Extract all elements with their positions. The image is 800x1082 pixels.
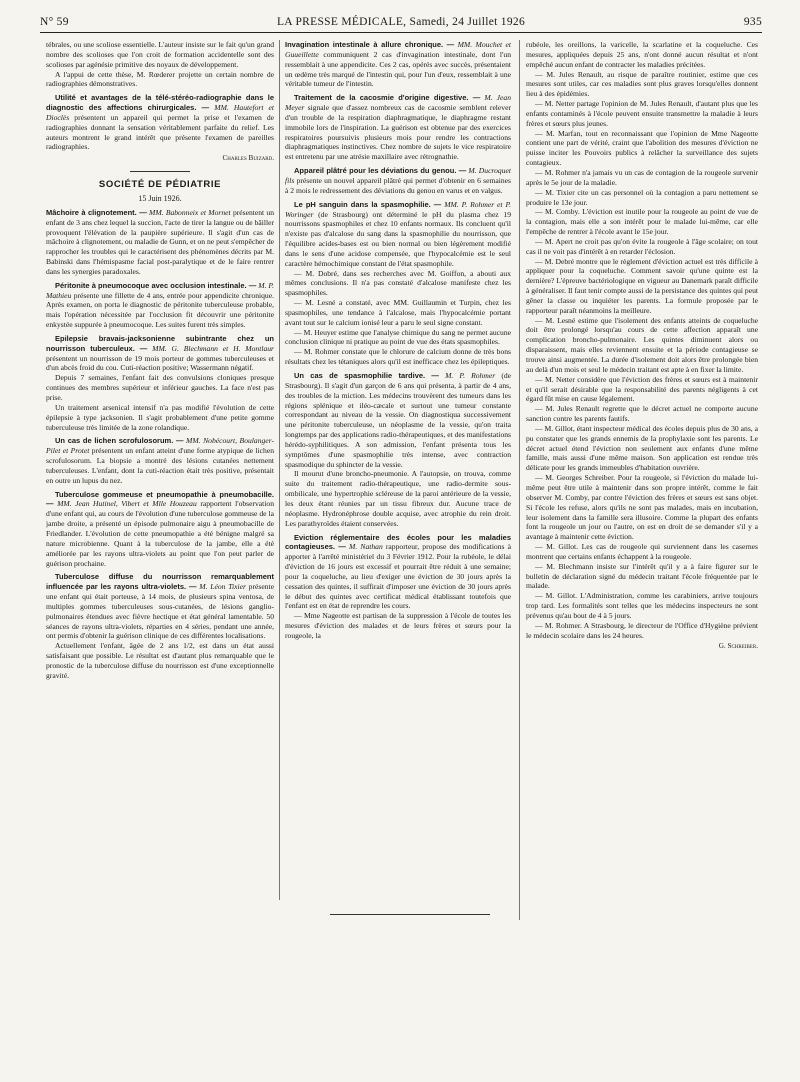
paragraph: — M. Netter considère que l'éviction des frères et sœurs est à maintenir et qu'il serait désirable que la responsabilité des parents négligents à cet égard fût mise en cause légalement. (526, 374, 758, 404)
paragraph: — M. Jules Renault, au risque de paraître routinier, estime que ces mesures sont utiles, car ces maladies sont plus graves lorsqu'elles donnent lieu à des épidémies. (526, 69, 758, 99)
article-title: Mâchoire à clignotement. — (46, 207, 147, 217)
article (285, 371, 511, 469)
article-authors: MM. Babonneix et Mornet (149, 207, 231, 217)
paragraph: rubéole, les oreillons, la varicelle, la scarlatine et la coqueluche. Ces mesures, appliquées depuis 25 ans, n'ont donné aucun résultat et n'ont empêché aucun enfant de contracter les maladies précitées. (526, 40, 758, 69)
article-text: présente un nouvel appareil plâtré qui permet d'obtenir en 6 semaines à 2 mois le redressement des déviations du genou en varus et en valgus. (285, 175, 511, 195)
article-title: Eviction réglementaire des écoles pour les maladies contagieuses. — (285, 532, 511, 552)
article-title: Tuberculose gommeuse et pneumopathie à pneumobacille. — (46, 489, 274, 509)
paragraph: — M. Blechmann insiste sur l'intérêt qu'il y a à faire figurer sur le bulletin de déclaration signé du médecin traitant l'école fréquentée par le malade. (526, 561, 758, 591)
article (285, 93, 511, 162)
paragraph: Actuellement l'enfant, âgée de 2 ans 1/2, est dans un état aussi satisfaisant que possible. Le résultat est d'autant plus remarquable que le pronostic de la tuberculose diffuse du nourrisson est d'une exceptionnelle gravité. (46, 641, 274, 680)
article-text: présentent un enfant atteint d'une forme atypique de lichen scrofulosorum. La biopsie a montré des lésions cutanées nettement tuberculeuses. L'enfant, dont la cuti-réaction était très positive, présentait en outre un lupus du nez. (46, 446, 274, 485)
article-title: Péritonite à pneumocoque avec occlusion intestinale. — (55, 280, 257, 290)
article-text: (de Strasbourg). Il s'agit d'un garçon de 6 ans qui présenta, à partir de 4 ans, des troubles de la miction. Les médecins trouvèrent des tumeurs dans les régions splénique et iléo-cæcale et surtout une tumeur constante correspondant au niveau de la vessie. On diagnostiqua successivement une péritonite tuberculeuse, un néoplasme de la vessie, qu'on traita longtemps par des applications radio-thérapeutiques, et des manifestations hérédo-syphilitiques. A son admission, l'enfant présenta tous les symptômes d'une spasmophilie très intense, avec contraction spasmodique du sphincter de la vessie. (285, 371, 511, 469)
paragraph: — M. Heuyer estime que l'analyse chimique du sang ne permet aucune conclusion clinique ni pratique au point de vue des états spasmophiles. (285, 327, 511, 347)
article-text: présentent un nourrisson de 19 mois porteur de gommes tuberculeuses et d'un abcès froid du cou. Cuti-réaction positive; Wassermann négatif. (46, 353, 274, 373)
paragraph: — M. Gillot, étant inspecteur médical des écoles depuis plus de 30 ans, a pu constater que les grands ennemis de la prophylaxie sont les parents. Le décret actuel étend l'éviction non seulement aux enfants d'une même famille, mais aussi d'une même maison. Son application est rendue très délicate pour les grands immeubles d'habitation ouvrière. (526, 423, 758, 473)
issue-number: N° 59 (40, 16, 69, 28)
article (285, 533, 511, 612)
paragraph: — M. Georges Schreiber. Pour la rougeole, si l'éviction du malade lui-même peut être utile à maintenir dans son propre intérêt, comme le fait observer M. Comby, par contre l'éviction des frères et sœurs est sans objet. Si l'école les refuse, alors qu'ils ne sont pas malades, mais en incubation, leur isolement dans la famille sera illusoire. Comme la plupart des enfants font la rougeole un jour ou l'autre, on est en droit de se demander s'il y a avantage à maintenir cette éviction. (526, 473, 758, 542)
article-authors: MM. Nobécourt, Boulanger-Pilet et Protet (46, 436, 274, 456)
article-authors: M. P. Mathieu (46, 280, 274, 300)
bleed-through-text (526, 925, 758, 1075)
column-1 (46, 40, 274, 900)
article-authors: M. Léon Tixier (199, 582, 246, 592)
signature: G. Schreiber. (718, 642, 758, 651)
article-title: Un cas de lichen scrofulosorum. — (55, 436, 184, 446)
article-authors: MM. P. Rohmer et P. Woringer (285, 199, 511, 219)
page-end-rule (330, 914, 490, 915)
paragraph: Un traitement arsenical intensif n'a pas modifié l'évolution de cette épilepsie à type jacksonien. Il s'agit probablement d'une petite gomme tuberculeuse très limitée de la zone rolandique. (46, 402, 274, 432)
article (46, 93, 274, 152)
journal-title-date: LA PRESSE MÉDICALE, Samedi, 24 Juillet 1926 (276, 16, 525, 28)
column-divider (279, 40, 280, 900)
paragraph: — M. Lesné a constaté, avec MM. Guillaumin et Turpin, chez les spasmophiles, une tendance à l'alcalose, mais l'hypocalcémie portant avant tout sur le calcium ionisé leur a paru le seul signe constant. (285, 298, 511, 327)
article-text: présente une fillette de 4 ans, entrée pour appendicite chronique. Après examen, on porta le diagnostic de péritonite tuberculeuse probable, mais l'opération nécessitée par l'occlusion fit découvrir une péritonite enkystée suppurée à pneumocoque. Les suites furent très simples. (46, 290, 274, 330)
paragraph: tébrales, ou une scoliose essentielle. L'auteur insiste sur le fait qu'un grand nombre des scolioses que l'on croit de formation accidentelle sont des scolioses par agénésie primitive des noyaux de développement. (46, 40, 274, 69)
article-title: Traitement de la cacosmie d'origine digestive. — (294, 93, 481, 103)
article (46, 281, 274, 330)
column-2 (285, 40, 511, 905)
paragraph: Il mourut d'une broncho-pneumonie. A l'autopsie, on trouva, comme suite du traitement radio-thérapeutique, une radio-dermite sous-ombilicale, une hypertrophie scléreuse de la paroi antérieure de la vessie, les deux étant réunies par un tissu fibreux dur. Aucune trace de néoplasme. Hydronéphrose double acquise, avec atrophie du rein droit. Les parathyroïdes étaient conservées. (285, 469, 511, 528)
article-text: signale que d'assez nombreux cas de cacosmie semblent relever d'un trouble de la respiration diaphragmatique, le diaphragme restant immobile lors de l'inspiration. La guérison est obtenue par des exercices respiratoires poursuivis plusieurs mois pour rendre les contractions diaphragmatiques instinctives. Chez nombre de sujets le vice respiratoire est entretenu par une atrésie maxillaire avec rétrognathie. (285, 103, 511, 162)
article-title: Appareil plâtré pour les déviations du genou. — (294, 166, 467, 176)
article (46, 490, 274, 569)
paragraph: — M. Gillot. L'Administration, comme les carabiniers, arrive toujours trop tard. Les formalités sont telles que les médecins inspecteurs ne sont prévenus qu'au bout de 4 à 5 jours. (526, 591, 758, 620)
article-authors: M. P. Rohmer (445, 371, 496, 380)
section-rule (130, 171, 190, 172)
article-title: Utilité et avantages de la télé-stéréo-radiographie dans le diagnostic des affections chirurgicales. — (46, 93, 274, 113)
bleed-through-text (285, 925, 511, 1075)
paragraph: Depuis 7 semaines, l'enfant fait des convulsions cloniques presque continues des membres supérieur et inférieur gauches. La face n'est pas prise. (46, 373, 274, 402)
paragraph: — M. Rohmer n'a jamais vu un cas de contagion de la rougeole survenir après le 5e jour de la maladie. (526, 167, 758, 187)
article-text: présentent un appareil qui permet la prise et l'examen de radiographies donnant la sensation véritablement parfaite du relief. Les auteurs montrent le grand intérêt que présente l'examen de pareilles radiographies. (46, 112, 274, 152)
article-text: rapportent l'observation d'une enfant qui, au cours de l'évolution d'une tuberculose gommeuse de la jambe droite, a présenté un épisode pulmonaire aigu à pneumobacille de Friedlander. L'évolution de cette pneumopathie a été bénigne malgré sa nature microbienne. Quant à la tuberculose de la jambe, elle a été améliorée par les rayons ultra-violets au point que l'on peut parler de guérison prochaine. (46, 499, 274, 568)
article-text: communiquent 2 cas d'invagination intestinale, dont l'un ressemblait à une appendicite. Ces 2 cas, opérés avec succès, présentaient un œdème très marqué de l'intestin qui, pour l'un d'eux, ressemblait à une véritable tumeur de l'intestin. (285, 49, 511, 89)
article-text: présente une enfant qui était porteuse, à 14 mois, de plusieurs spina ventosa, de multiples gommes tuberculeuses sous-cutanées, de lésions ganglio-pulmonaires étendues avec fièvre hectique et état général lamentable. 50 séances de rayons ultra-violets, réparties en 4 séries, pendant une année, ont permis d'obtenir la guérison clinique de ces différentes localisations. (46, 582, 274, 641)
column-3 (526, 40, 758, 920)
article-authors: MM. G. Blechmann et H. Montlaur (152, 343, 274, 353)
article-title: Le pH sanguin dans la spasmophilie. — (294, 199, 442, 209)
article-title: Epilepsie bravais-jacksonienne subintrante chez un nourrisson tuberculeux. — (46, 333, 274, 353)
paragraph: — M. Marfan, tout en reconnaissant que l'opinion de Mme Nageotte contient une part de vérité, craint que l'abolition des mesures d'éviction ne puisse inciter les Pouvoirs publics à relâcher la surveillance des sujets contagieux. (526, 128, 758, 168)
article-text: rapporteur, propose des modifications à apporter à l'arrêté ministériel du 3 Février 1912. Pour la rubéole, le délai d'éviction de 16 jours est excessif et pourrait être réduit à une semaine; pour la coqueluche, au lieu d'exiger une éviction de 30 jours après la cessation des quintes, il suffirait d'imposer une éviction de 30 jours après le début des quintes avec certificat médical établissant toutefois que l'enfant est en état de reprendre les cours. (285, 542, 511, 611)
article (285, 166, 511, 196)
paragraph: — M. Comby. L'éviction est inutile pour la rougeole au point de vue de la contagion, mais elle a son intérêt pour le malade lui-même, car elle l'empêche de rentrer à l'école avant le 15e jour. (526, 207, 758, 237)
paragraph: A l'appui de cette thèse, M. Rœderer projette un certain nombre de radiographies démonstratives. (46, 69, 274, 89)
paragraph: — M. Netter partage l'opinion de M. Jules Renault, d'autant plus que les enfants contaminés à l'école peuvent ensuite transmettre la maladie à leurs frères et sœurs plus jeunes. (526, 99, 758, 128)
article (285, 40, 511, 89)
section-title: SOCIÉTÉ DE PÉDIATRIE (98, 179, 222, 191)
article-text: présentent un enfant de 3 ans chez lequel la succion, l'acte de tirer la langue ou de bâiller provoquent l'élévation de la paupière supérieure. Il s'agit d'un cas de mâchoire à clignotement, ou maladie de Gunn, et on ne peut s'empêcher de rapprocher les troubles qui le caractérisent des phénomènes décrits par M. Babinski dans l'hémispasme facial post-paralytique et de le faire rentrer dans les synergies paradoxales. (46, 207, 274, 276)
paragraph: — M. Rohmer. A Strasbourg, le directeur de l'Office d'Hygiène prévient le médecin scolaire dans les 24 heures. (526, 620, 758, 640)
paragraph: — M. Lesné estime que l'isolement des enfants atteints de coqueluche doit être prolongé lorsqu'au cours de cette affection apparaît une complication broncho-pulmonaire. Les quintes diminuent alors ou disparaissent, mais elles reviennent ensuite et la période contagieuse se trouve ainsi augmentée. La durée d'isolement doit alors être prolongée bien au delà d'un mois et seul le médecin traitant est apte à en fixer la limite. (526, 315, 758, 374)
article (46, 436, 274, 485)
article-authors: MM. Hautefort et Dioclès (46, 103, 274, 122)
section-date: 15 Juin 1926. (138, 193, 182, 203)
article (46, 208, 274, 277)
article-authors: MM. Jean Hutinel, Vibert et Mlle Houzeau (57, 499, 197, 509)
paragraph: — M. Rohmer constate que le chlorure de calcium donne de très bons résultats chez les tétaniques alors qu'il est inefficace chez les épileptiques. (285, 347, 511, 367)
article-title: Tuberculose diffuse du nourrisson remarquablement influencée par les rayons ultra-violets. — (46, 572, 274, 592)
article-title: Un cas de spasmophilie tardive. — (294, 371, 439, 380)
article (46, 334, 274, 373)
paragraph: — M. Gillot. Les cas de rougeole qui surviennent dans les casernes montrent que certains enfants échappent à la rougeole. (526, 542, 758, 561)
column-divider (519, 40, 520, 920)
article-authors: M. Nathan (349, 542, 383, 552)
article-authors: M. Jean Meyer (285, 93, 511, 113)
article-authors: MM. Mouchet et Guueillette (285, 40, 511, 59)
article (285, 200, 511, 269)
page-header (40, 14, 762, 33)
paragraph: — M. Tixier cite un cas personnel où la contagion a paru nettement se produire le 13e jour. (526, 187, 758, 207)
paragraph: — M. Debré montre que le règlement d'éviction actuel est très difficile à appliquer pour la coqueluche. Comment savoir qu'une quinte est la dernière? L'épreuve bactériologique en vigueur au Danemark paraît difficile à généraliser. Il faut tenir compte aussi de la persistance des quintes qui peut gêner la classe ou inquiéter les parents. La formule proposée par le rapporteur paraît néanmoins la meilleure. (526, 256, 758, 315)
page-number: 935 (743, 16, 762, 28)
article (46, 572, 274, 641)
paragraph: — Mme Nageotte est partisan de la suppression à l'école de toutes les mesures d'éviction des malades et de leurs frères et sœurs pour la rougeole, la (285, 611, 511, 640)
paragraph: — M. Apert ne croit pas qu'on évite la rougeole à l'âge scolaire; on tout cas il ne voit pas d'intérêt à en retarder l'éclosion. (526, 236, 758, 256)
article-title: Invagination intestinale à allure chronique. — (285, 40, 455, 49)
article-authors: M. Ducroquet fils (285, 166, 511, 185)
paragraph: — M. Jules Renault regrette que le décret actuel ne comporte aucune sanction contre les parents fautifs. (526, 404, 758, 424)
article-text: (de Strasbourg) ont déterminé le pH du plasma chez 19 nourrissons spasmophiles et chez 10 enfants normaux. Ils concluent qu'il n'existe pas d'alcalose du sang dans la spasmophilie du nourrisson, que l'équilibre acides-bases est ou bien normal ou bien légèrement modifié dans le sens d'une acidose compensée, que l'hypocalcémie est le seul caractère hémochimique constant de l'état spasmophile. (285, 209, 511, 268)
signature: Charles Buizard. (222, 154, 274, 163)
paragraph: — M. Dobré, dans ses recherches avec M. Goiffon, a abouti aux mêmes conclusions. Il n'a pas constaté d'alcalose manifeste chez les spasmophiles. (285, 268, 511, 298)
bleed-through-text (46, 925, 274, 1075)
